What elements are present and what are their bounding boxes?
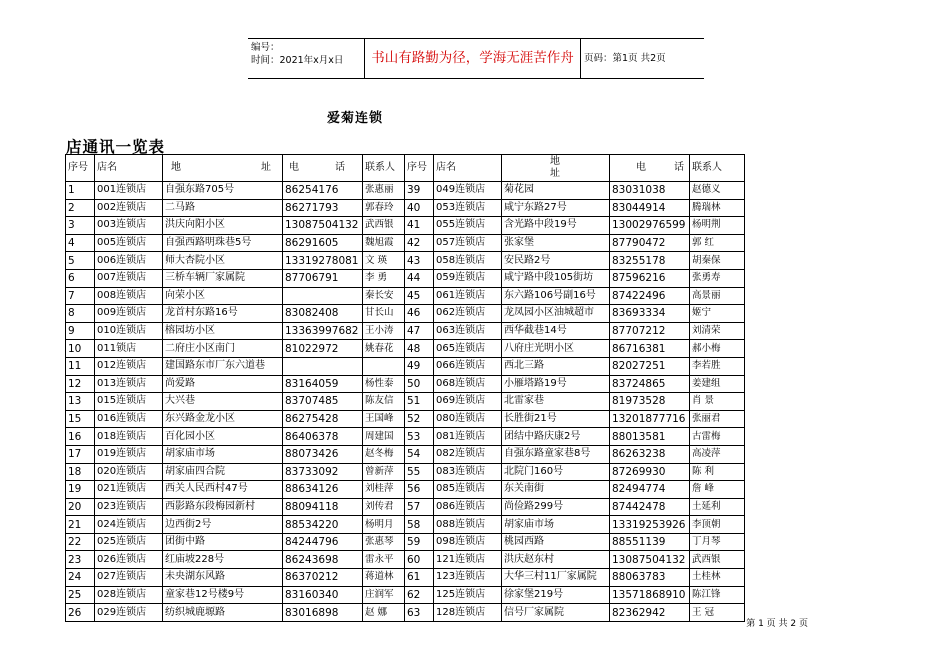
- cell-phone: 13201877716: [610, 410, 690, 428]
- cell-phone: 88551139: [610, 533, 690, 551]
- cell-shop: 088连锁店: [434, 516, 502, 534]
- cell-seq: 43: [405, 252, 434, 270]
- cell-address: 胡家庙市场: [163, 445, 283, 463]
- cell-contact: 陈 利: [690, 463, 745, 481]
- table-row: [66, 287, 745, 305]
- cell-shop: 058连锁店: [434, 252, 502, 270]
- cell-shop: 081连锁店: [434, 428, 502, 446]
- cell-address: 龙首村东路16号: [163, 305, 283, 323]
- cell-phone: 87442478: [610, 498, 690, 516]
- cell-shop: 023连锁店: [95, 498, 163, 516]
- cell-shop: 008连锁店: [95, 287, 163, 305]
- cell-seq: 21: [66, 516, 95, 534]
- list-title: 店通讯一览表: [66, 138, 166, 156]
- cell-shop: 063连锁店: [434, 322, 502, 340]
- cell-contact: 王 冠: [690, 604, 745, 622]
- cell-shop: 015连锁店: [95, 393, 163, 411]
- cell-contact: 詹 峰: [690, 481, 745, 499]
- table-row: [66, 516, 745, 534]
- cell-shop: 082连锁店: [434, 445, 502, 463]
- cell-address: 西关人民西村47号: [163, 481, 283, 499]
- cell-seq: 8: [66, 305, 95, 323]
- cell-shop: 009连锁店: [95, 305, 163, 323]
- cell-contact: 赵 娜: [363, 604, 405, 622]
- col-phone: 电 话: [283, 155, 363, 182]
- cell-contact: 雷永平: [363, 551, 405, 569]
- header-meta: [248, 39, 365, 78]
- cell-phone: 88094118: [283, 498, 363, 516]
- cell-phone: 83082408: [283, 305, 363, 323]
- table-row: [66, 586, 745, 604]
- header-motto: 书山有路勤为径，学海无涯苦作舟: [365, 39, 581, 78]
- cell-address: 童家巷12号楼9号: [163, 586, 283, 604]
- table-row: [66, 551, 745, 569]
- cell-contact: 庄润军: [363, 586, 405, 604]
- cell-contact: 陈友信: [363, 393, 405, 411]
- cell-address: 东兴路金龙小区: [163, 410, 283, 428]
- cell-shop: 066连锁店: [434, 357, 502, 375]
- cell-phone: 86263238: [610, 445, 690, 463]
- cell-address: 东六路106号副16号: [502, 287, 610, 305]
- cell-seq: 4: [66, 234, 95, 252]
- cell-contact: 土延利: [690, 498, 745, 516]
- cell-address: 胡家庙四合院: [163, 463, 283, 481]
- cell-contact: 武西银: [363, 217, 405, 235]
- cell-contact: 古雷梅: [690, 428, 745, 446]
- cell-address: 大华三村11厂家属院: [502, 569, 610, 587]
- cell-phone: 87790472: [610, 234, 690, 252]
- cell-seq: 52: [405, 410, 434, 428]
- cell-phone: 13087504132: [610, 551, 690, 569]
- cell-shop: 057连锁店: [434, 234, 502, 252]
- table-row: [66, 393, 745, 411]
- cell-contact: 张勇寿: [690, 269, 745, 287]
- cell-contact: 张惠琴: [363, 533, 405, 551]
- cell-contact: 肖 景: [690, 393, 745, 411]
- cell-phone: 84244796: [283, 533, 363, 551]
- cell-address: 信号厂家属院: [502, 604, 610, 622]
- cell-shop: 006连锁店: [95, 252, 163, 270]
- cell-address: 咸宁路中段105街坊: [502, 269, 610, 287]
- cell-address: 大兴巷: [163, 393, 283, 411]
- cell-shop: 019连锁店: [95, 445, 163, 463]
- cell-phone: 86271793: [283, 199, 363, 217]
- cell-shop: 080连锁店: [434, 410, 502, 428]
- cell-seq: 24: [66, 569, 95, 587]
- table-row: [66, 322, 745, 340]
- cell-phone: 82362942: [610, 604, 690, 622]
- cell-address: 菊花园: [502, 182, 610, 200]
- cell-address: 徐家堡219号: [502, 586, 610, 604]
- cell-seq: 46: [405, 305, 434, 323]
- cell-seq: 50: [405, 375, 434, 393]
- cell-address: 洪庆赵东村: [502, 551, 610, 569]
- cell-shop: 018连锁店: [95, 428, 163, 446]
- cell-contact: 秦长安: [363, 287, 405, 305]
- cell-seq: 42: [405, 234, 434, 252]
- cell-contact: 郝小梅: [690, 340, 745, 358]
- cell-address: 三桥车辆厂家属院: [163, 269, 283, 287]
- cell-contact: 土桂林: [690, 569, 745, 587]
- cell-seq: 59: [405, 533, 434, 551]
- col-shop: 店名: [95, 155, 163, 182]
- cell-seq: 12: [66, 375, 95, 393]
- cell-seq: 51: [405, 393, 434, 411]
- cell-contact: 李若胜: [690, 357, 745, 375]
- cell-shop: 003连锁店: [95, 217, 163, 235]
- page-header: [248, 38, 704, 79]
- cell-contact: 姬宁: [690, 305, 745, 323]
- cell-shop: 121连锁店: [434, 551, 502, 569]
- cell-seq: 62: [405, 586, 434, 604]
- cell-shop: 011锁店: [95, 340, 163, 358]
- cell-contact: 杨明月: [363, 516, 405, 534]
- cell-seq: 53: [405, 428, 434, 446]
- cell-seq: 5: [66, 252, 95, 270]
- cell-address: 长胜街21号: [502, 410, 610, 428]
- cell-contact: 刘清荣: [690, 322, 745, 340]
- cell-shop: 123连锁店: [434, 569, 502, 587]
- cell-shop: 083连锁店: [434, 463, 502, 481]
- cell-contact: 蒋道林: [363, 569, 405, 587]
- cell-shop: 125连锁店: [434, 586, 502, 604]
- cell-phone: 83164059: [283, 375, 363, 393]
- cell-contact: 高景丽: [690, 287, 745, 305]
- cell-seq: 44: [405, 269, 434, 287]
- cell-contact: 胡秦保: [690, 252, 745, 270]
- cell-phone: 81973528: [610, 393, 690, 411]
- cell-seq: 10: [66, 340, 95, 358]
- cell-shop: 013连锁店: [95, 375, 163, 393]
- cell-address: 边西街2号: [163, 516, 283, 534]
- table-row: [66, 305, 745, 323]
- cell-phone: 87269930: [610, 463, 690, 481]
- cell-phone: 81022972: [283, 340, 363, 358]
- cell-contact: 甘长山: [363, 305, 405, 323]
- cell-shop: 053连锁店: [434, 199, 502, 217]
- cell-address: 西华截巷14号: [502, 322, 610, 340]
- cell-seq: 20: [66, 498, 95, 516]
- cell-seq: 22: [66, 533, 95, 551]
- cell-address: 北雷家巷: [502, 393, 610, 411]
- col-seq: 序号: [66, 155, 95, 182]
- cell-shop: 061连锁店: [434, 287, 502, 305]
- cell-shop: 012连锁店: [95, 357, 163, 375]
- document-number: 编号：: [251, 42, 280, 53]
- cell-contact: [363, 357, 405, 375]
- cell-seq: 40: [405, 199, 434, 217]
- table-row: [66, 234, 745, 252]
- table-row: [66, 182, 745, 200]
- cell-seq: 15: [66, 410, 95, 428]
- cell-phone: 88073426: [283, 445, 363, 463]
- cell-address: 尚俭路299号: [502, 498, 610, 516]
- cell-address: 东关南街: [502, 481, 610, 499]
- table-header-row: [66, 155, 745, 182]
- cell-seq: 17: [66, 445, 95, 463]
- cell-contact: 曾新萍: [363, 463, 405, 481]
- cell-address: 榕园坊小区: [163, 322, 283, 340]
- cell-shop: 020连锁店: [95, 463, 163, 481]
- table-row: [66, 410, 745, 428]
- table-row: [66, 269, 745, 287]
- cell-phone: 13571868910: [610, 586, 690, 604]
- cell-contact: 赵冬梅: [363, 445, 405, 463]
- cell-address: 师大杏院小区: [163, 252, 283, 270]
- cell-seq: 45: [405, 287, 434, 305]
- cell-address: 含光路中段19号: [502, 217, 610, 235]
- cell-seq: 9: [66, 322, 95, 340]
- cell-address: 自强西路明珠巷5号: [163, 234, 283, 252]
- cell-seq: 41: [405, 217, 434, 235]
- cell-phone: 86716381: [610, 340, 690, 358]
- table-row: [66, 569, 745, 587]
- cell-address: 建国路东市厂东六道巷: [163, 357, 283, 375]
- cell-contact: 郭春玲: [363, 199, 405, 217]
- cell-seq: 7: [66, 287, 95, 305]
- cell-address: 张家堡: [502, 234, 610, 252]
- cell-phone: 83044914: [610, 199, 690, 217]
- cell-phone: 87596216: [610, 269, 690, 287]
- table-row: [66, 428, 745, 446]
- cell-phone: 82494774: [610, 481, 690, 499]
- cell-contact: 文 瑛: [363, 252, 405, 270]
- cell-contact: 李顶朝: [690, 516, 745, 534]
- cell-address: 红庙坡228号: [163, 551, 283, 569]
- cell-contact: 腾瑞林: [690, 199, 745, 217]
- cell-seq: 1: [66, 182, 95, 200]
- cell-shop: 086连锁店: [434, 498, 502, 516]
- cell-seq: 48: [405, 340, 434, 358]
- cell-address: 自强东路705号: [163, 182, 283, 200]
- cell-shop: 085连锁店: [434, 481, 502, 499]
- cell-shop: 028连锁店: [95, 586, 163, 604]
- cell-contact: 张惠丽: [363, 182, 405, 200]
- cell-contact: 李 勇: [363, 269, 405, 287]
- cell-address: 八府庄光明小区: [502, 340, 610, 358]
- cell-address: 西影路东段梅园新村: [163, 498, 283, 516]
- cell-contact: 姜建组: [690, 375, 745, 393]
- cell-seq: 18: [66, 463, 95, 481]
- cell-address: 北院门160号: [502, 463, 610, 481]
- cell-seq: 16: [66, 428, 95, 446]
- cell-address: 百化园小区: [163, 428, 283, 446]
- cell-phone: 87422496: [610, 287, 690, 305]
- cell-seq: 58: [405, 516, 434, 534]
- col-contact: 联系人: [363, 155, 405, 182]
- cell-phone: 86243698: [283, 551, 363, 569]
- cell-address: 二马路: [163, 199, 283, 217]
- cell-phone: 86406378: [283, 428, 363, 446]
- cell-phone: 86370212: [283, 569, 363, 587]
- cell-seq: 3: [66, 217, 95, 235]
- store-directory-table: [65, 154, 745, 622]
- cell-contact: 高凌萍: [690, 445, 745, 463]
- cell-phone: 88534220: [283, 516, 363, 534]
- cell-seq: 57: [405, 498, 434, 516]
- cell-shop: 002连锁店: [95, 199, 163, 217]
- cell-shop: 027连锁店: [95, 569, 163, 587]
- table-row: [66, 533, 745, 551]
- table-row: [66, 375, 745, 393]
- cell-phone: 83255178: [610, 252, 690, 270]
- cell-seq: 39: [405, 182, 434, 200]
- cell-shop: 069连锁店: [434, 393, 502, 411]
- cell-phone: 13319253926: [610, 516, 690, 534]
- cell-seq: 56: [405, 481, 434, 499]
- cell-seq: 26: [66, 604, 95, 622]
- cell-address: 安民路2号: [502, 252, 610, 270]
- cell-phone: 83724865: [610, 375, 690, 393]
- cell-address: 咸宁东路27号: [502, 199, 610, 217]
- cell-contact: 赵德义: [690, 182, 745, 200]
- table-row: [66, 481, 745, 499]
- cell-shop: 059连锁店: [434, 269, 502, 287]
- cell-address: 未央湖东风路: [163, 569, 283, 587]
- table-row: [66, 199, 745, 217]
- cell-shop: 068连锁店: [434, 375, 502, 393]
- cell-contact: 王小涛: [363, 322, 405, 340]
- cell-phone: 83707485: [283, 393, 363, 411]
- cell-contact: 刘桂萍: [363, 481, 405, 499]
- cell-seq: 6: [66, 269, 95, 287]
- table-row: [66, 463, 745, 481]
- cell-seq: 23: [66, 551, 95, 569]
- cell-seq: 2: [66, 199, 95, 217]
- table-row: [66, 498, 745, 516]
- cell-contact: 郭 红: [690, 234, 745, 252]
- cell-shop: 005连锁店: [95, 234, 163, 252]
- cell-address: 团结中路庆康2号: [502, 428, 610, 446]
- table-row: [66, 217, 745, 235]
- header-page-number: 页码：第1页 共2页: [584, 53, 666, 64]
- cell-seq: 13: [66, 393, 95, 411]
- cell-phone: 86275428: [283, 410, 363, 428]
- cell-shop: 007连锁店: [95, 269, 163, 287]
- cell-address: 西北三路: [502, 357, 610, 375]
- table-row: [66, 252, 745, 270]
- cell-phone: 83733092: [283, 463, 363, 481]
- cell-address: 桃园西路: [502, 533, 610, 551]
- cell-shop: 098连锁店: [434, 533, 502, 551]
- cell-phone: 83031038: [610, 182, 690, 200]
- cell-seq: 63: [405, 604, 434, 622]
- table-row: [66, 445, 745, 463]
- cell-phone: 86254176: [283, 182, 363, 200]
- table-row: [66, 357, 745, 375]
- cell-shop: 055连锁店: [434, 217, 502, 235]
- cell-shop: 021连锁店: [95, 481, 163, 499]
- cell-phone: 83160340: [283, 586, 363, 604]
- cell-contact: 周建国: [363, 428, 405, 446]
- cell-phone: 88013581: [610, 428, 690, 446]
- cell-phone: 86291605: [283, 234, 363, 252]
- cell-address: 二府庄小区南门: [163, 340, 283, 358]
- cell-contact: 姚春花: [363, 340, 405, 358]
- col-contact-right: 联系人: [690, 155, 745, 182]
- cell-phone: 87707212: [610, 322, 690, 340]
- cell-phone: [283, 287, 363, 305]
- cell-seq: 55: [405, 463, 434, 481]
- table-row: [66, 604, 745, 622]
- cell-address: 纺织城鹿塬路: [163, 604, 283, 622]
- cell-shop: 128连锁店: [434, 604, 502, 622]
- cell-seq: 54: [405, 445, 434, 463]
- cell-shop: 016连锁店: [95, 410, 163, 428]
- cell-phone: [283, 357, 363, 375]
- cell-shop: 001连锁店: [95, 182, 163, 200]
- cell-phone: 13363997682: [283, 322, 363, 340]
- document-date: 时间：2021年x月x日: [251, 55, 344, 66]
- col-address: 地 址: [163, 155, 283, 182]
- cell-address: 小雁塔路19号: [502, 375, 610, 393]
- cell-address: 自强东路童家巷8号: [502, 445, 610, 463]
- cell-phone: 83016898: [283, 604, 363, 622]
- cell-shop: 065连锁店: [434, 340, 502, 358]
- cell-contact: 杨明荆: [690, 217, 745, 235]
- col-phone-right: 电 话: [610, 155, 690, 182]
- cell-contact: 杨性泰: [363, 375, 405, 393]
- cell-contact: 张丽君: [690, 410, 745, 428]
- col-seq-right: 序号: [405, 155, 434, 182]
- cell-phone: 82027251: [610, 357, 690, 375]
- cell-phone: 87706791: [283, 269, 363, 287]
- cell-address: 尚爱路: [163, 375, 283, 393]
- cell-seq: 11: [66, 357, 95, 375]
- cell-address: 胡家庙市场: [502, 516, 610, 534]
- cell-contact: 魏旭霞: [363, 234, 405, 252]
- cell-address: 龙凤园小区油城超市: [502, 305, 610, 323]
- cell-seq: 49: [405, 357, 434, 375]
- cell-contact: 丁月琴: [690, 533, 745, 551]
- cell-phone: 13087504132: [283, 217, 363, 235]
- cell-address: 团街中路: [163, 533, 283, 551]
- cell-seq: 60: [405, 551, 434, 569]
- cell-phone: 83693334: [610, 305, 690, 323]
- cell-shop: 029连锁店: [95, 604, 163, 622]
- cell-address: 洪庆向阳小区: [163, 217, 283, 235]
- col-address-right: 地 址: [502, 155, 610, 182]
- cell-contact: 武西银: [690, 551, 745, 569]
- cell-phone: 88063783: [610, 569, 690, 587]
- cell-phone: 13002976599: [610, 217, 690, 235]
- cell-shop: 062连锁店: [434, 305, 502, 323]
- cell-shop: 049连锁店: [434, 182, 502, 200]
- cell-seq: 61: [405, 569, 434, 587]
- cell-seq: 25: [66, 586, 95, 604]
- col-shop-right: 店名: [434, 155, 502, 182]
- cell-shop: 025连锁店: [95, 533, 163, 551]
- table-row: [66, 340, 745, 358]
- cell-phone: 88634126: [283, 481, 363, 499]
- cell-shop: 024连锁店: [95, 516, 163, 534]
- cell-phone: 13319278081: [283, 252, 363, 270]
- cell-contact: 陈江锋: [690, 586, 745, 604]
- page-footer: 第 1 页 共 2 页: [746, 619, 808, 629]
- cell-contact: 刘传君: [363, 498, 405, 516]
- cell-shop: 010连锁店: [95, 322, 163, 340]
- cell-shop: 026连锁店: [95, 551, 163, 569]
- cell-seq: 47: [405, 322, 434, 340]
- cell-contact: 王国峰: [363, 410, 405, 428]
- cell-address: 向荣小区: [163, 287, 283, 305]
- cell-seq: 19: [66, 481, 95, 499]
- company-name: 爱菊连锁: [326, 111, 383, 126]
